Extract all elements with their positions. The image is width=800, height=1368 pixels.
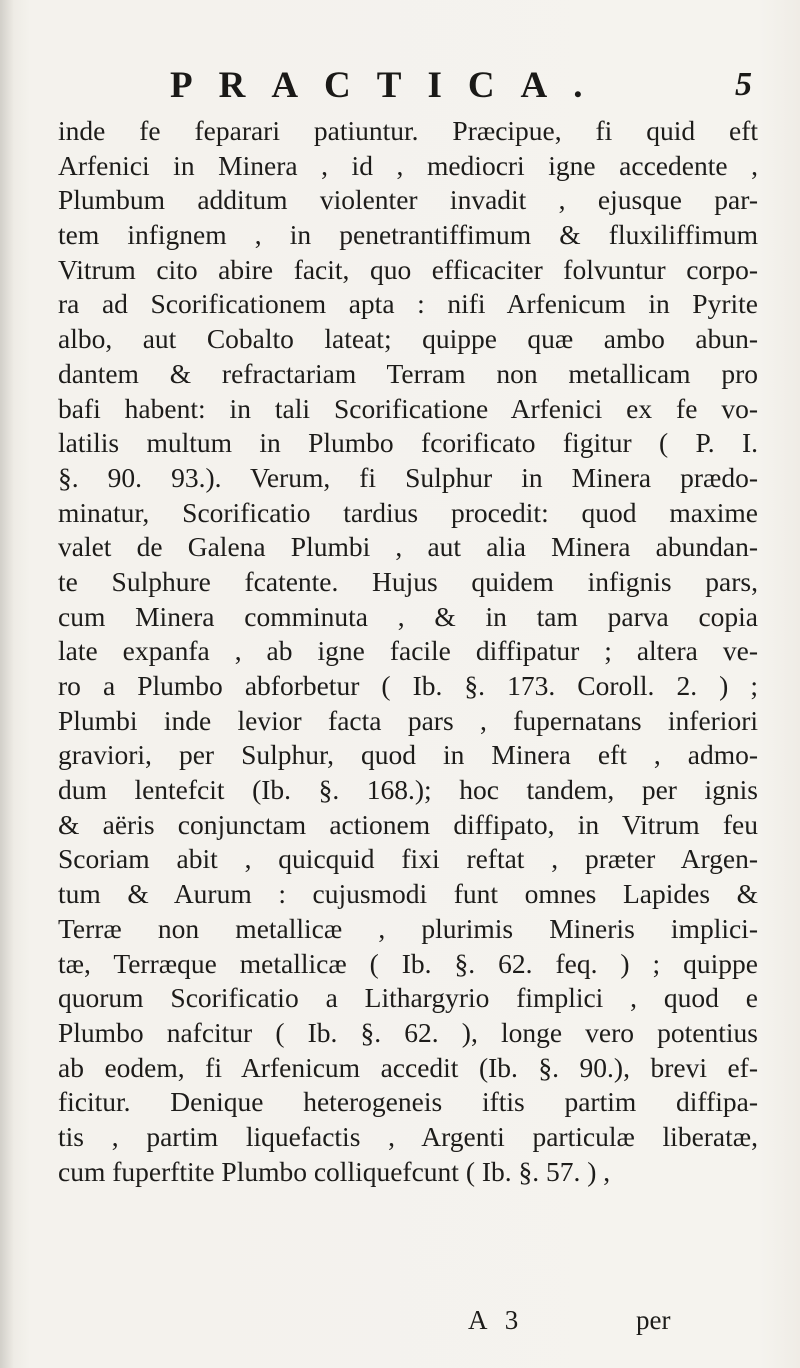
text-line: dantem & refractariam Terram non metallicam pro bbox=[58, 357, 758, 389]
text-line: cum fuperftite Plumbo colliquefcunt ( Ib. §. 57. ) , bbox=[58, 1155, 611, 1187]
signature-mark: A 3 bbox=[468, 1305, 525, 1335]
body-text bbox=[58, 114, 758, 1189]
text-line: latilis multum in Plumbo fcorificato figitur ( P. I. bbox=[58, 427, 758, 459]
text-line: & aëris conjunctam actionem diffipato, in Vitrum feu bbox=[58, 808, 758, 840]
text-line: Plumbo nafcitur ( Ib. §. 62. ), longe vero potentius bbox=[58, 1016, 758, 1048]
page-footer bbox=[0, 1305, 800, 1345]
text-line: albo, aut Cobalto lateat; quippe quæ ambo abun- bbox=[58, 323, 758, 355]
catchword: per bbox=[636, 1305, 671, 1335]
text-line: Plumbum additum violenter invadit , ejusque par- bbox=[58, 184, 758, 216]
text-line: ra ad Scorificationem apta : nifi Arfenicum in Pyrite bbox=[58, 288, 758, 320]
text-line: Plumbi inde levior facta pars , fupernatans inferiori bbox=[58, 704, 758, 736]
text-line: te Sulphure fcatente. Hujus quidem infignis pars, bbox=[58, 565, 758, 597]
page-header bbox=[0, 40, 800, 106]
text-line: inde fe feparari patiuntur. Præcipue, fi quid eft bbox=[58, 115, 758, 146]
running-title: PRACTICA. bbox=[170, 65, 609, 106]
page-number: 5 bbox=[735, 66, 752, 103]
text-line: quorum Scorificatio a Lithargyrio fimplici , quod e bbox=[58, 982, 758, 1014]
text-line: bafi habent: in tali Scorificatione Arfenici ex fe vo- bbox=[58, 392, 758, 424]
text-line: ro a Plumbo abforbetur ( Ib. §. 173. Coroll. 2. ) ; bbox=[58, 670, 758, 701]
text-line: valet de Galena Plumbi , aut alia Minera abundan- bbox=[58, 531, 758, 563]
text-line: ficitur. Denique heterogeneis iftis partim diffipa- bbox=[58, 1086, 758, 1118]
text-line: tem infignem , in penetrantiffimum & fluxiliffimum bbox=[58, 219, 758, 251]
text-line: tæ, Terræque metallicæ ( Ib. §. 62. feq. ) ; quippe bbox=[58, 947, 758, 979]
text-line: dum lentefcit (Ib. §. 168.); hoc tandem, per ignis bbox=[58, 774, 758, 806]
text-line: tis , partim liquefactis , Argenti particulæ liberatæ, bbox=[58, 1120, 758, 1152]
text-line: Arfenici in Minera , id , mediocri igne accedente , bbox=[58, 149, 758, 181]
text-line: tum & Aurum : cujusmodi funt omnes Lapides & bbox=[58, 878, 758, 910]
text-line: minatur, Scorificatio tardius procedit: quod maxime bbox=[58, 496, 758, 528]
text-line: cum Minera comminuta , & in tam parva copia bbox=[58, 600, 758, 632]
text-line: late expanfa , ab igne facile diffipatur ; altera ve- bbox=[58, 635, 758, 667]
text-line: Vitrum cito abire facit, quo efficaciter folvuntur corpo- bbox=[58, 253, 758, 285]
text-line: Scoriam abit , quicquid fixi reftat , præter Argen- bbox=[58, 843, 758, 875]
text-line: §. 90. 93.). Verum, fi Sulphur in Minera prædo- bbox=[58, 461, 758, 493]
spine-shadow bbox=[0, 0, 14, 1368]
text-line: graviori, per Sulphur, quod in Minera eft , admo- bbox=[58, 739, 758, 771]
text-line: Terræ non metallicæ , plurimis Mineris implici- bbox=[58, 912, 758, 944]
text-line: ab eodem, fi Arfenicum accedit (Ib. §. 90.), brevi ef- bbox=[58, 1051, 758, 1083]
